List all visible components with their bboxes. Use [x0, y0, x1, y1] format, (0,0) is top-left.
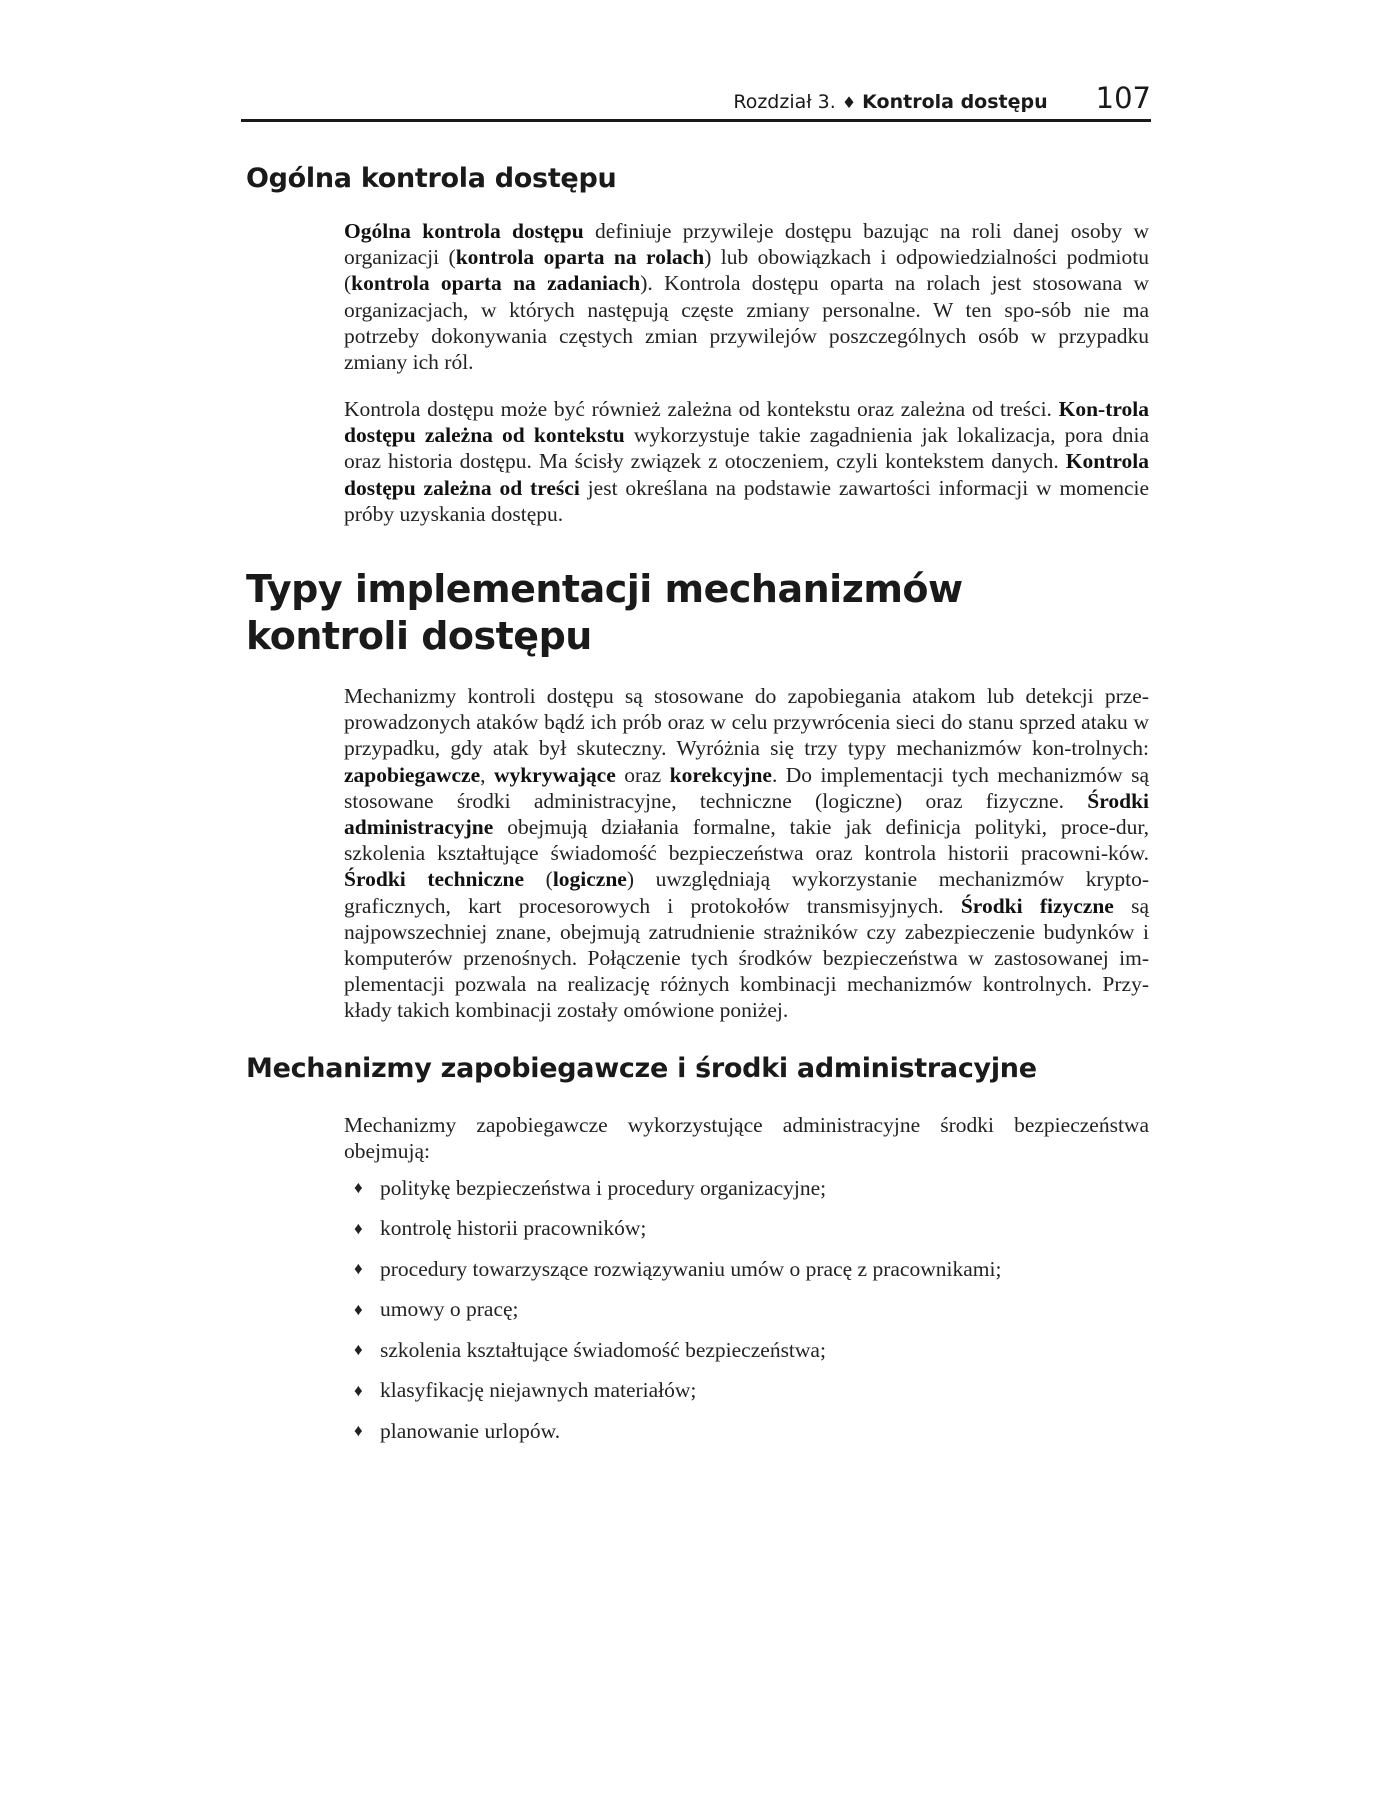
diamond-separator-icon: ♦	[841, 93, 857, 112]
list-item: ♦ klasyfikację niejawnych materiałów;	[354, 1378, 697, 1403]
paragraph-implementation-types: Mechanizmy kontroli dostępu są stosowane do zapobiegania atakom lub detekcji prze-prowadzonych ataków bądź ich prób oraz w celu przywrócenia sieci do stanu sprzed ataku w przypadku, gdy atak był skuteczny. Wyróżnia się trzy typy mechanizmów kon-trolnych: zapobiegawcze, wykrywające oraz korekcyjne. Do implementacji tych mechanizmów są stosowane środki administracyjne, techniczne (logiczne) oraz fizyczne. Środki administracyjne obejmują działania formalne, takie jak definicja polityki, proce-dur, szkolenia kształtujące świadomość bezpieczeństwa oraz kontrola historii pracowni-ków. Środki techniczne (logiczne) uwzględniają wykorzystanie mechanizmów krypto-graficznych, kart procesorowych i protokołów transmisyjnych. Środki fizyczne są najpowszechniej znane, obejmują zatrudnienie strażników czy zabezpieczenie budynków i komputerów przenośnych. Połączenie tych środków bezpieczeństwa w zastosowanej im-plementacji pozwala na realizację różnych kombinacji mechanizmów kontrolnych. Przy-kłady takich kombinacji zostały omówione poniżej.	[344, 684, 1150, 1023]
heading-preventive-administrative: Mechanizmy zapobiegawcze i środki administracyjne	[246, 1053, 1037, 1084]
diamond-bullet-icon: ♦	[354, 1218, 363, 1238]
running-title	[733, 91, 1047, 117]
preventive-measures-list	[354, 1168, 1144, 1452]
diamond-bullet-icon: ♦	[354, 1299, 363, 1319]
chapter-label: Rozdział 3.	[733, 91, 836, 113]
paragraph-general-2: Kontrola dostępu może być również zależna od kontekstu oraz zależna od treści. Kon-trola dostępu zależna od kontekstu wykorzystuje takie zagadnienia jak lokalizacja, pora dnia oraz historia dostępu. Ma ścisły związek z otoczeniem, czyli kontekstem danych. Kontrola dostępu zależna od treści jest określana na podstawie zawartości informacji w momencie próby uzyskania dostępu.	[344, 397, 1150, 526]
diamond-bullet-icon: ♦	[354, 1380, 363, 1400]
chapter-name: Kontrola dostępu	[862, 91, 1048, 113]
paragraph-general-1: Ogólna kontrola dostępu definiuje przywileje dostępu bazując na roli danej osoby w organizacji (kontrola oparta na rolach) lub obowiązkach i odpowiedzialności podmiotu (kontrola oparta na zadaniach). Kontrola dostępu oparta na rolach jest stosowana w organizacjach, w których następują częste zmiany personalne. W ten spo-sób nie ma potrzeby dokonywania częstych zmian przywilejów poszczególnych osób w przypadku zmiany ich ról.	[344, 219, 1150, 375]
page-number: 107	[1095, 81, 1151, 115]
diamond-bullet-icon: ♦	[354, 1421, 363, 1441]
list-item: ♦ procedury towarzyszące rozwiązywaniu umów o pracę z pracownikami;	[354, 1256, 1002, 1281]
list-item: ♦ umowy o pracę;	[354, 1297, 519, 1322]
page-header	[241, 82, 1151, 122]
list-item: ♦ szkolenia kształtujące świadomość bezpieczeństwa;	[354, 1337, 826, 1362]
heading-implementation-types: Typy implementacji mechanizmów kontroli dostępu	[246, 567, 963, 658]
diamond-bullet-icon: ♦	[354, 1340, 363, 1360]
heading-general-access-control: Ogólna kontrola dostępu	[246, 163, 617, 194]
paragraph-preventive-intro: Mechanizmy zapobiegawcze wykorzystujące administracyjne środki bezpieczeństwa obejmują:	[344, 1113, 1149, 1164]
diamond-bullet-icon: ♦	[354, 1178, 363, 1198]
diamond-bullet-icon: ♦	[354, 1259, 363, 1279]
list-item: ♦ kontrolę historii pracowników;	[354, 1216, 647, 1241]
list-item: ♦ politykę bezpieczeństwa i procedury organizacyjne;	[354, 1175, 827, 1200]
list-item: ♦ planowanie urlopów.	[354, 1418, 561, 1443]
